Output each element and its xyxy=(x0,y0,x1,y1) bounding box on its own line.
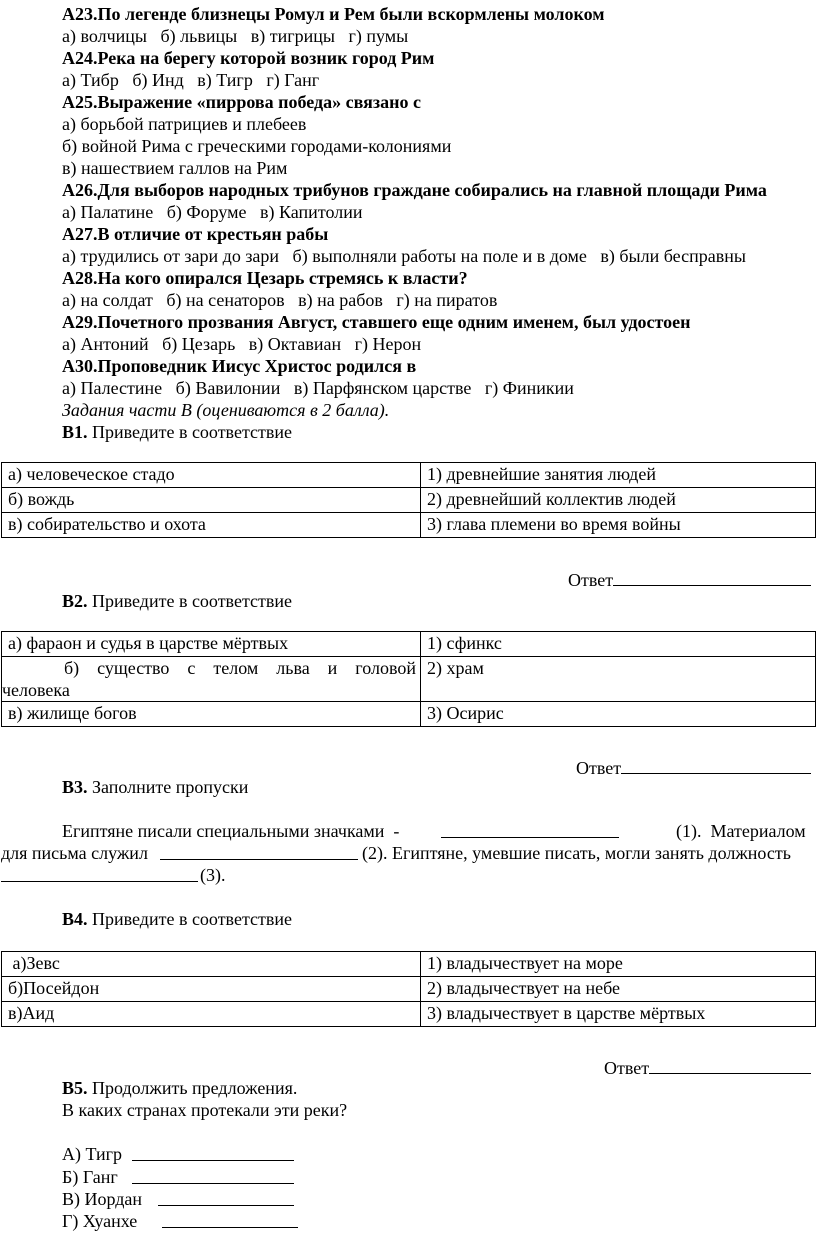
answer-label: Ответ xyxy=(604,1058,650,1078)
table-cell: в) жилище богов xyxy=(2,702,421,727)
question-a28 xyxy=(62,267,468,289)
answer-label: Ответ xyxy=(568,570,614,590)
river-answer-blank[interactable] xyxy=(132,1166,294,1189)
river-item-iordan xyxy=(62,1188,142,1210)
question-a27 xyxy=(62,223,328,245)
question-number: А28. xyxy=(62,268,98,288)
table-cell: 1) владычествует на море xyxy=(421,952,816,977)
river-label: Г) Хуанхе xyxy=(62,1211,138,1231)
question-number: А23. xyxy=(62,4,98,24)
task-b2-heading xyxy=(62,590,292,612)
cell-line: б) существо с телом льва и головой xyxy=(64,658,416,678)
table-cell: 3) глава племени во время войны xyxy=(421,513,816,538)
fill-blank-2[interactable] xyxy=(160,842,358,865)
task-title: Приведите в соответствие xyxy=(87,422,293,442)
answer-options: а) волчицы б) львицы в) тигрицы г) пумы xyxy=(62,26,409,46)
table-row xyxy=(2,513,816,538)
answer-field-b2 xyxy=(576,755,811,779)
fill-text: (2). Египтяне, умевшие писать, могли занять должность xyxy=(362,843,791,863)
part-b-note: Задания части В (оцениваются в 2 балла). xyxy=(62,400,390,420)
answer-field-b1 xyxy=(568,567,811,591)
question-number: А24. xyxy=(62,48,98,68)
river-item-tigr xyxy=(62,1143,122,1165)
table-row xyxy=(2,657,816,702)
table-row xyxy=(2,702,816,727)
river-label: Б) Ганг xyxy=(62,1167,118,1187)
table-cell: в)Аид xyxy=(2,1002,421,1027)
task-number: В3. xyxy=(62,777,88,797)
answer-options: а) трудились от зари до зари б) выполняли работы на поле и в доме в) были бесправны xyxy=(62,246,746,266)
matching-table-b4 xyxy=(1,951,816,1027)
fill-text: (1). Материалом xyxy=(676,821,806,841)
question-text: В отличие от крестьян рабы xyxy=(97,224,329,244)
task-b4-heading xyxy=(62,908,292,930)
table-cell: 2) храм xyxy=(421,657,816,702)
question-text: Для выборов народных трибунов граждане собирались на главной площади Рима xyxy=(97,180,767,200)
question-a29 xyxy=(62,311,691,333)
answer-option: а) борьбой патрициев и плебеев xyxy=(62,114,307,134)
table-row xyxy=(2,1002,816,1027)
table-cell: в) собирательство и охота xyxy=(2,513,421,538)
answer-options: а) Палестине б) Вавилонии в) Парфянском царстве г) Финикии xyxy=(62,378,574,398)
answer-field-b4 xyxy=(604,1055,811,1079)
table-row xyxy=(2,977,816,1002)
task-b3-heading xyxy=(62,776,248,798)
question-text: Выражение «пиррова победа» связано с xyxy=(97,92,421,112)
task-number: В1. xyxy=(62,422,88,442)
table-row xyxy=(2,463,816,488)
table-cell: 3) Осирис xyxy=(421,702,816,727)
table-row xyxy=(2,632,816,657)
task-title: Приведите в соответствие xyxy=(87,591,293,611)
question-a30 xyxy=(62,355,416,377)
question-number: А26. xyxy=(62,180,98,200)
fill-blank-1[interactable] xyxy=(441,820,619,843)
table-cell: 2) владычествует на небе xyxy=(421,977,816,1002)
answer-options: а) Антоний б) Цезарь в) Октавиан г) Нерон xyxy=(62,334,422,354)
task-b5-subtitle: В каких странах протекали эти реки? xyxy=(62,1100,348,1120)
question-text: На кого опирался Цезарь стремясь к власти? xyxy=(97,268,468,288)
table-cell xyxy=(2,657,421,702)
table-cell: 2) древнейший коллектив людей xyxy=(421,488,816,513)
cell-line: человека xyxy=(2,680,70,700)
question-a25 xyxy=(62,91,421,113)
answer-line[interactable] xyxy=(621,755,811,774)
answer-option: б) войной Рима с греческими городами-колониями xyxy=(62,136,452,156)
question-text: Река на берегу которой возник город Рим xyxy=(97,48,435,68)
task-number: В2. xyxy=(62,591,88,611)
table-cell: б)Посейдон xyxy=(2,977,421,1002)
question-text: Проповедник Иисус Христос родился в xyxy=(97,356,417,376)
table-row xyxy=(2,952,816,977)
answer-options: а) Палатине б) Форуме в) Капитолии xyxy=(62,202,363,222)
task-title: Заполните пропуски xyxy=(87,777,249,797)
river-answer-blank[interactable] xyxy=(158,1188,294,1211)
answer-label: Ответ xyxy=(576,758,622,778)
task-number: В4. xyxy=(62,909,88,929)
river-item-huanhe xyxy=(62,1210,137,1232)
task-title: Приведите в соответствие xyxy=(87,909,293,929)
river-label: А) Тигр xyxy=(62,1144,123,1164)
table-cell: б) вождь xyxy=(2,488,421,513)
answer-options: а) Тибр б) Инд в) Тигр г) Ганг xyxy=(62,70,320,90)
task-number: В5. xyxy=(62,1078,88,1098)
answer-options: а) на солдат б) на сенаторов в) на рабов г) на пиратов xyxy=(62,290,498,310)
question-a23 xyxy=(62,3,605,25)
table-cell: а) фараон и судья в царстве мёртвых xyxy=(2,632,421,657)
matching-table-b1 xyxy=(1,462,816,538)
table-cell: а) человеческое стадо xyxy=(2,463,421,488)
question-number: А30. xyxy=(62,356,98,376)
river-answer-blank[interactable] xyxy=(132,1143,294,1166)
answer-option: в) нашествием галлов на Рим xyxy=(62,158,288,178)
question-number: А29. xyxy=(62,312,98,332)
question-number: А27. xyxy=(62,224,98,244)
answer-line[interactable] xyxy=(649,1055,811,1074)
fill-text: (3). xyxy=(200,865,226,885)
fill-text: Египтяне писали специальными значками - xyxy=(62,821,400,841)
table-cell: а)Зевс xyxy=(2,952,421,977)
task-b5-heading xyxy=(62,1077,297,1099)
question-a26 xyxy=(62,179,767,201)
river-answer-blank[interactable] xyxy=(162,1210,298,1233)
table-cell: 1) древнейшие занятия людей xyxy=(421,463,816,488)
fill-text: для письма служил xyxy=(1,843,148,863)
task-title: Продолжить предложения. xyxy=(87,1078,298,1098)
question-text: Почетного прозвания Август, ставшего еще одним именем, был удостоен xyxy=(97,312,691,332)
river-label: В) Иордан xyxy=(62,1189,143,1209)
table-row xyxy=(2,488,816,513)
table-cell: 3) владычествует в царстве мёртвых xyxy=(421,1002,816,1027)
task-b1-heading xyxy=(62,421,292,443)
matching-table-b2 xyxy=(1,631,816,727)
table-cell: 1) сфинкс xyxy=(421,632,816,657)
question-a24 xyxy=(62,47,434,69)
fill-blank-3[interactable] xyxy=(1,864,198,887)
question-text: По легенде близнецы Ромул и Рем были вскормлены молоком xyxy=(97,4,605,24)
question-number: А25. xyxy=(62,92,98,112)
river-item-gang xyxy=(62,1166,118,1188)
answer-line[interactable] xyxy=(613,567,811,586)
